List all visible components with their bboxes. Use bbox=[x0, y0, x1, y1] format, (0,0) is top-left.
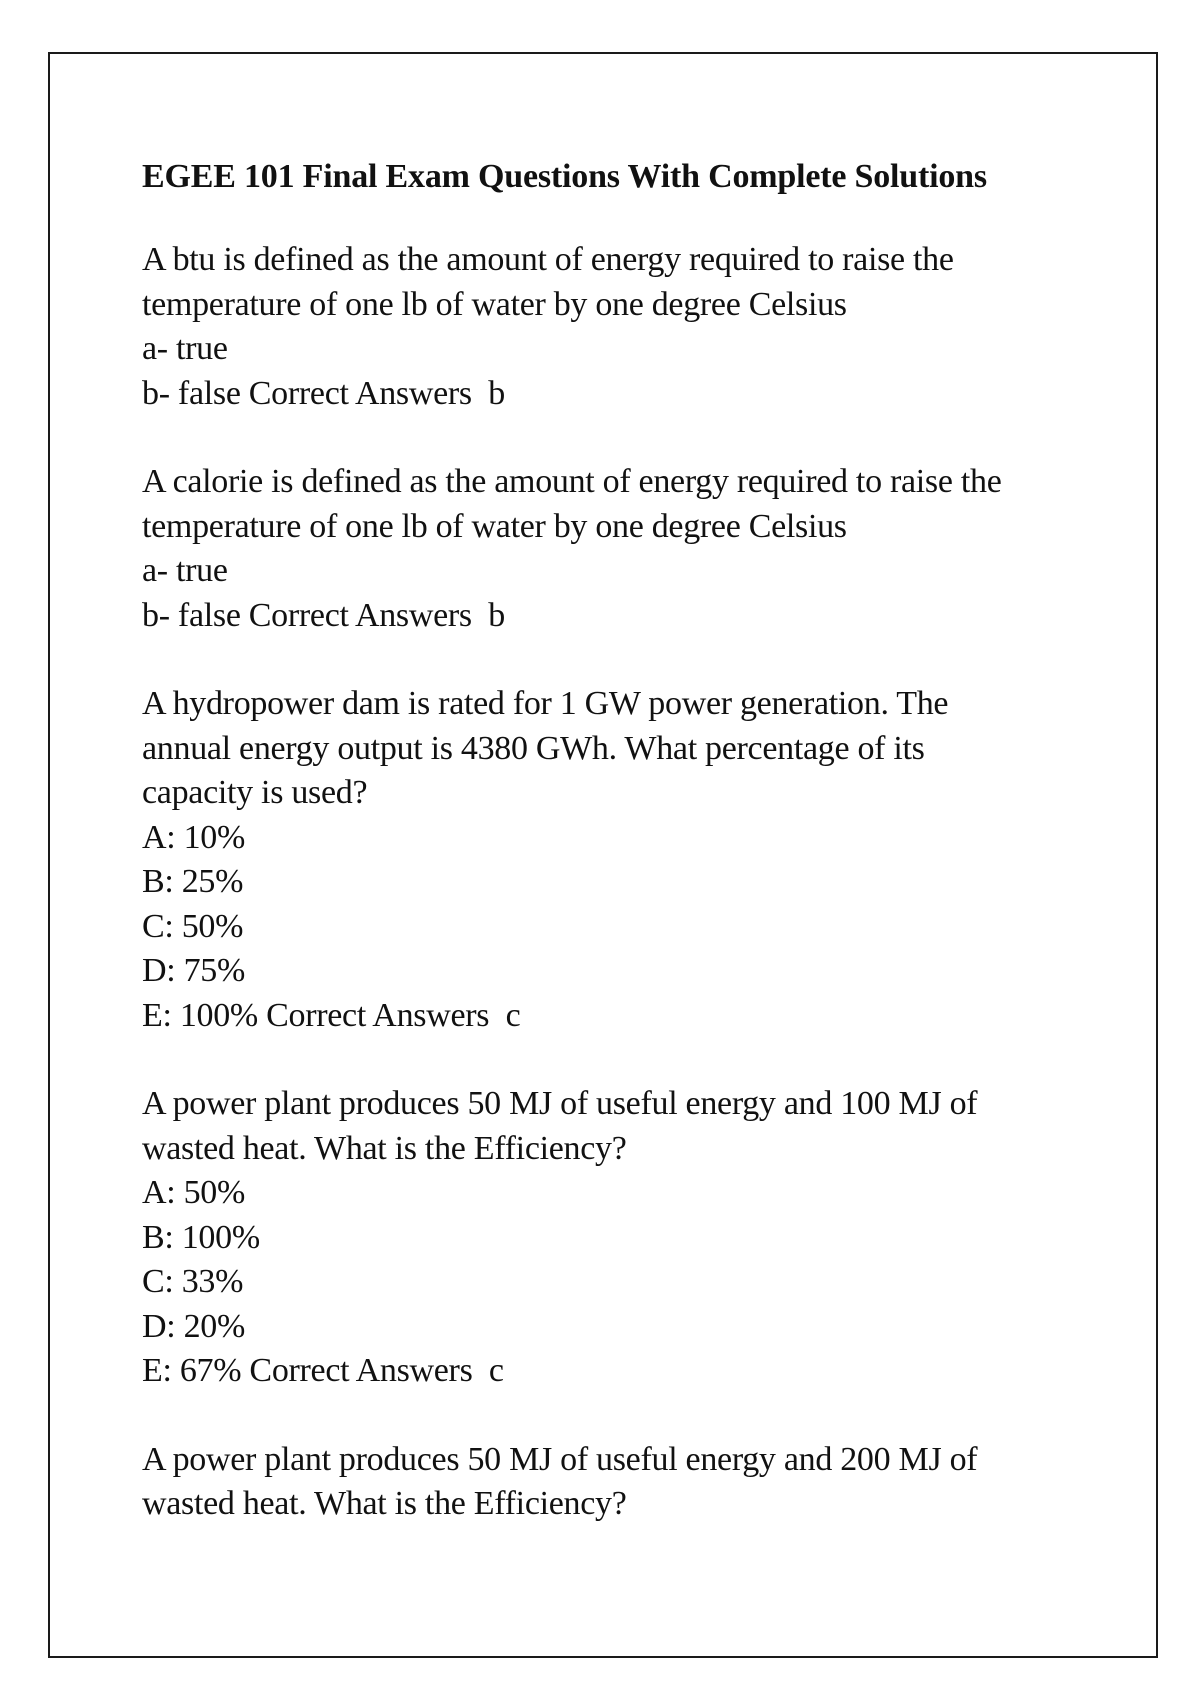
answer-option-with-correct-answer: E: 100% Correct Answers c bbox=[142, 996, 521, 1034]
question-text-line: temperature of one lb of water by one degree Celsius bbox=[142, 285, 847, 323]
answer-option: D: 75% bbox=[142, 952, 246, 989]
question-2 bbox=[142, 460, 1102, 638]
question-text-line: capacity is used? bbox=[142, 774, 368, 811]
question-1 bbox=[142, 238, 1102, 416]
answer-option: B: 100% bbox=[142, 1218, 260, 1256]
answer-option: B: 25% bbox=[142, 863, 244, 900]
question-text-line: temperature of one lb of water by one degree Celsius bbox=[142, 507, 847, 545]
answer-option: a- true bbox=[142, 330, 228, 367]
question-text-line: A calorie is defined as the amount of energy required to raise the bbox=[142, 463, 1002, 500]
question-text-line: A btu is defined as the amount of energy required to raise the bbox=[142, 241, 954, 278]
answer-option-with-correct-answer: E: 67% Correct Answers c bbox=[142, 1352, 504, 1389]
question-5 bbox=[142, 1438, 1102, 1527]
answer-option-with-correct-answer: b- false Correct Answers b bbox=[142, 374, 505, 412]
answer-option: a- true bbox=[142, 552, 228, 589]
answer-option: C: 33% bbox=[142, 1263, 244, 1300]
question-text-line: A power plant produces 50 MJ of useful energy and 100 MJ of bbox=[142, 1085, 978, 1122]
question-text-line: wasted heat. What is the Efficiency? bbox=[142, 1129, 627, 1167]
answer-option: C: 50% bbox=[142, 907, 244, 945]
document-body bbox=[142, 154, 1102, 1571]
answer-option: A: 50% bbox=[142, 1174, 246, 1211]
question-4 bbox=[142, 1082, 1102, 1394]
question-text-line: wasted heat. What is the Efficiency? bbox=[142, 1485, 627, 1522]
question-text-line: A hydropower dam is rated for 1 GW power generation. The bbox=[142, 685, 949, 722]
question-text-line: annual energy output is 4380 GWh. What percentage of its bbox=[142, 729, 925, 767]
question-text-line: A power plant produces 50 MJ of useful energy and 200 MJ of bbox=[142, 1440, 978, 1478]
question-3 bbox=[142, 682, 1102, 1038]
answer-option: D: 20% bbox=[142, 1307, 246, 1345]
answer-option-with-correct-answer: b- false Correct Answers b bbox=[142, 596, 505, 634]
page-title: EGEE 101 Final Exam Questions With Complete Solutions bbox=[142, 158, 987, 195]
answer-option: A: 10% bbox=[142, 818, 246, 856]
